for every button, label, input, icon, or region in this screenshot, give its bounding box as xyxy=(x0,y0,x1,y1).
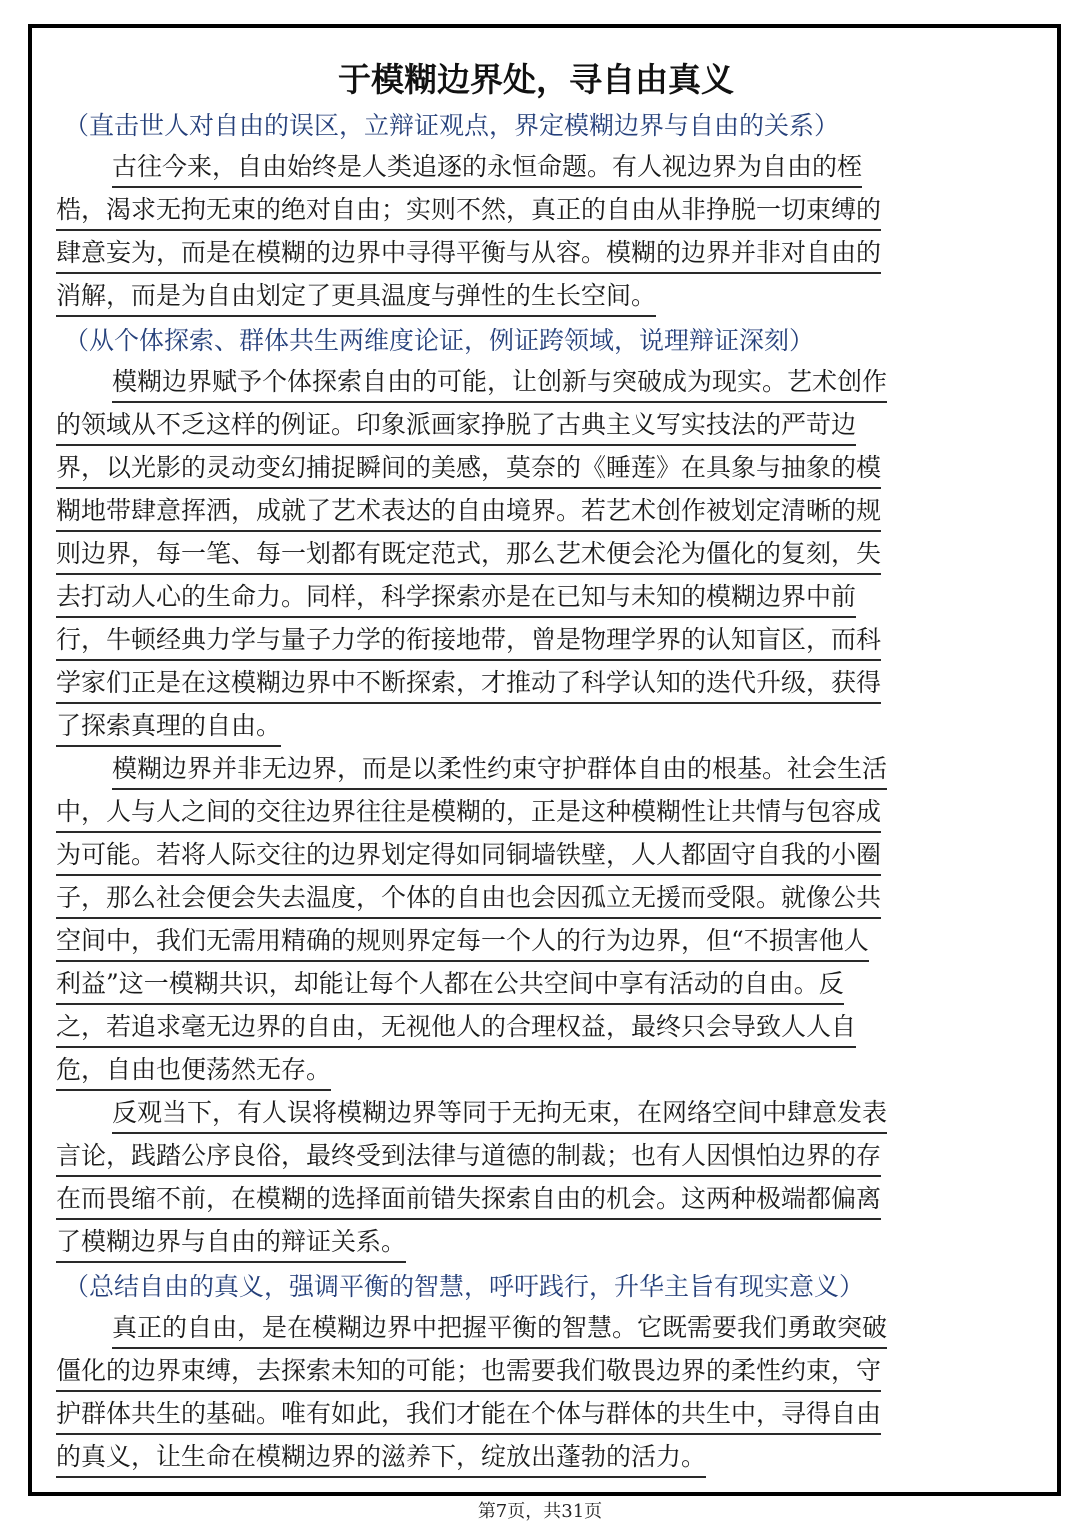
text-line-content: 之，若追求毫无边界的自由，无视他人的合理权益，最终只会导致人人自 xyxy=(56,1008,856,1048)
text-line xyxy=(56,663,1016,706)
text-line xyxy=(56,233,1016,276)
text-line-content: 为可能。若将人际交往的边界划定得如同铜墙铁壁，人人都固守自我的小圈 xyxy=(56,836,881,876)
text-line xyxy=(56,1007,1016,1050)
text-line-content: 危，自由也便荡然无存。 xyxy=(56,1051,331,1091)
text-line-content: 僵化的边界束缚，去探索未知的可能；也需要我们敬畏边界的柔性约束，守 xyxy=(56,1352,881,1392)
paragraph-conclusion xyxy=(56,1308,1016,1480)
text-line-content: 的领域从不乏这样的例证。印象派画家挣脱了古典主义写实技法的严苛边 xyxy=(56,406,856,446)
essay-title: 于模糊边界处，寻自由真义 xyxy=(338,60,734,99)
text-line-content: 消解，而是为自由划定了更具温度与弹性的生长空间。 xyxy=(56,277,656,317)
text-line xyxy=(56,1093,1016,1136)
paragraph-reality xyxy=(56,1093,1016,1265)
text-line-content: 模糊边界赋予个体探索自由的可能，让创新与突破成为现实。艺术创作 xyxy=(112,363,887,403)
text-line-content: 了模糊边界与自由的辩证关系。 xyxy=(56,1223,406,1263)
text-line-content: 真正的自由，是在模糊边界中把握平衡的智慧。它既需要我们勇敢突破 xyxy=(112,1309,887,1349)
text-line-content: 护群体共生的基础。唯有如此，我们才能在个体与群体的共生中，寻得自由 xyxy=(56,1395,881,1435)
text-line-content: 界，以光影的灵动变幻捕捉瞬间的美感，莫奈的《睡莲》在具象与抽象的模 xyxy=(56,449,881,489)
text-line xyxy=(56,620,1016,663)
page-number: 第7页，共31页 xyxy=(477,1501,603,1522)
text-line-content: 了探索真理的自由。 xyxy=(56,707,281,747)
text-line xyxy=(56,1050,1016,1093)
text-line-content: 学家们正是在这模糊边界中不断探索，才推动了科学认知的迭代升级，获得 xyxy=(56,664,881,704)
page-frame xyxy=(28,24,1061,1496)
text-line xyxy=(56,448,1016,491)
text-line xyxy=(56,190,1016,233)
text-line xyxy=(56,1136,1016,1179)
text-line-content: 反观当下，有人误将模糊边界等同于无拘无束，在网络空间中肆意发表 xyxy=(112,1094,887,1134)
text-line-content: 行，牛顿经典力学与量子力学的衔接地带，曾是物理学界的认知盲区，而科 xyxy=(56,621,881,661)
text-line xyxy=(56,577,1016,620)
text-line xyxy=(56,147,1016,190)
text-line xyxy=(56,362,1016,405)
text-line-content: 的真义，让生命在模糊边界的滋养下，绽放出蓬勃的活力。 xyxy=(56,1438,706,1478)
text-line-content: 利益”这一模糊共识，却能让每个人都在公共空间中享有活动的自由。反 xyxy=(56,965,844,1005)
text-line xyxy=(56,1351,1016,1394)
text-line xyxy=(56,491,1016,534)
text-line xyxy=(56,749,1016,792)
text-line xyxy=(56,534,1016,577)
text-line xyxy=(56,276,1016,319)
text-line xyxy=(56,835,1016,878)
annotation-intro: （直击世人对自由的误区，立辩证观点，界定模糊边界与自由的关系） xyxy=(64,111,840,140)
text-line xyxy=(56,1394,1016,1437)
text-line-content: 模糊边界并非无边界，而是以柔性约束守护群体自由的根基。社会生活 xyxy=(112,750,887,790)
text-line-content: 空间中，我们无需用精确的规则界定每一个人的行为边界，但“不损害他人 xyxy=(56,922,869,962)
text-line xyxy=(56,792,1016,835)
essay-content xyxy=(56,56,1016,1480)
text-line-content: 言论，践踏公序良俗，最终受到法律与道德的制裁；也有人因惧怕边界的存 xyxy=(56,1137,881,1177)
text-line xyxy=(56,921,1016,964)
text-line xyxy=(56,1437,1016,1480)
text-line-content: 中，人与人之间的交往边界往往是模糊的，正是这种模糊性让共情与包容成 xyxy=(56,793,881,833)
text-line xyxy=(56,964,1016,1007)
paragraph-intro xyxy=(56,147,1016,319)
text-line-content: 梏，渴求无拘无束的绝对自由；实则不然，真正的自由从非挣脱一切束缚的 xyxy=(56,191,881,231)
text-line xyxy=(56,706,1016,749)
text-line xyxy=(56,405,1016,448)
annotation-conclusion: （总结自由的真义，强调平衡的智慧，呼吁践行，升华主旨有现实意义） xyxy=(64,1272,865,1301)
text-line xyxy=(56,878,1016,921)
paragraph-group xyxy=(56,749,1016,1093)
text-line xyxy=(56,1222,1016,1265)
annotation-body: （从个体探索、群体共生两维度论证，例证跨领域，说理辩证深刻） xyxy=(64,326,815,355)
text-line xyxy=(56,1308,1016,1351)
text-line-content: 古往今来，自由始终是人类追逐的永恒命题。有人视边界为自由的桎 xyxy=(112,148,862,188)
text-line-content: 在而畏缩不前，在模糊的选择面前错失探索自由的机会。这两种极端都偏离 xyxy=(56,1180,881,1220)
paragraph-individual xyxy=(56,362,1016,749)
text-line xyxy=(56,1179,1016,1222)
text-line-content: 肆意妄为，而是在模糊的边界中寻得平衡与从容。模糊的边界并非对自由的 xyxy=(56,234,881,274)
text-line-content: 去打动人心的生命力。同样，科学探索亦是在已知与未知的模糊边界中前 xyxy=(56,578,856,618)
text-line-content: 糊地带肆意挥洒，成就了艺术表达的自由境界。若艺术创作被划定清晰的规 xyxy=(56,492,881,532)
text-line-content: 则边界，每一笔、每一划都有既定范式，那么艺术便会沦为僵化的复刻，失 xyxy=(56,535,881,575)
text-line-content: 子，那么社会便会失去温度，个体的自由也会因孤立无援而受限。就像公共 xyxy=(56,879,881,919)
